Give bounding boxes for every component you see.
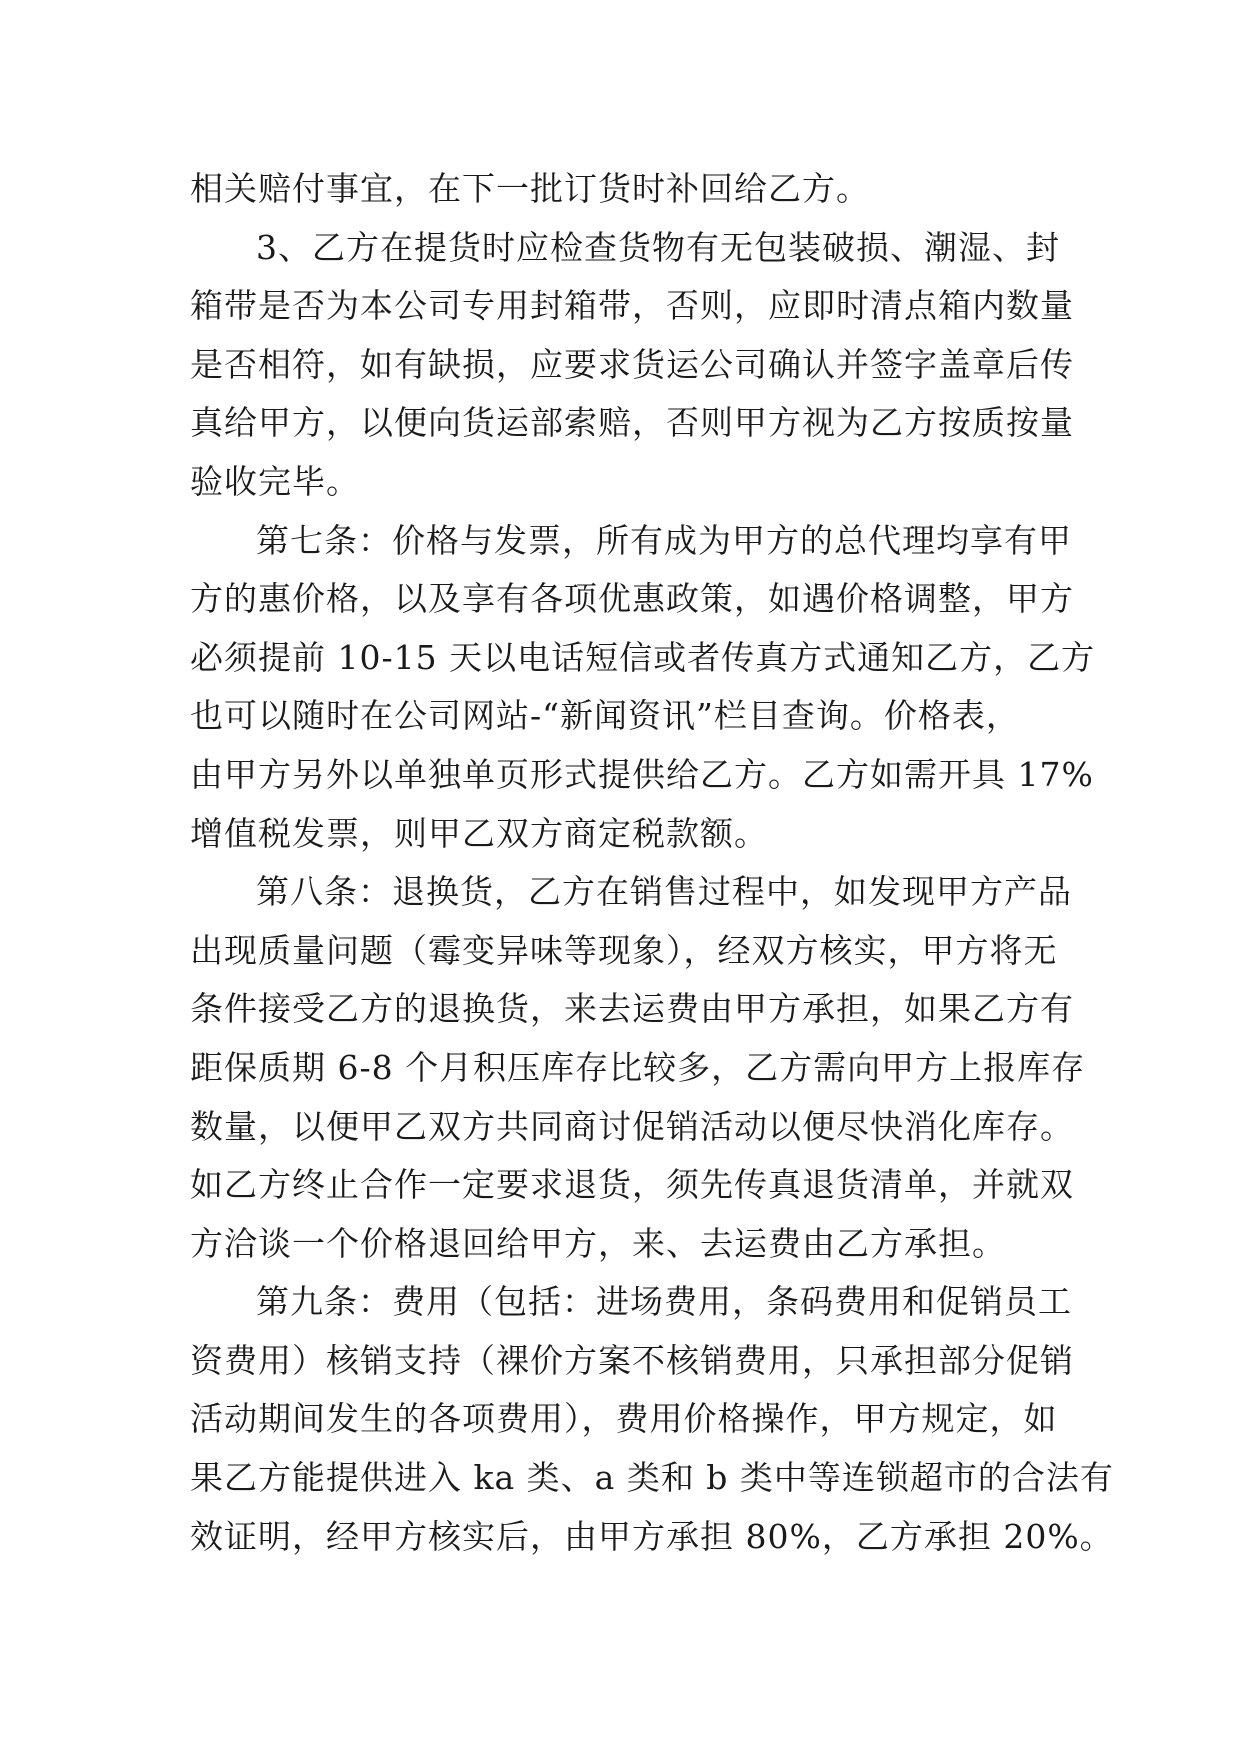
text-line: 如乙方终止合作一定要求退货，须先传真退货清单，并就双 <box>190 1165 1074 1205</box>
article-8-heading-line: 第八条：退换货，乙方在销售过程中，如发现甲方产品 <box>256 872 1072 912</box>
text-line: 真给甲方，以便向货运部索赔，否则甲方视为乙方按质按量 <box>190 403 1074 443</box>
article-7-heading-line: 第七条：价格与发票，所有成为甲方的总代理均享有甲 <box>256 520 1072 560</box>
text-line: 增值税发票，则甲乙双方商定税款额。 <box>190 813 768 853</box>
text-line: 果乙方能提供进入 ka 类、a 类和 b 类中等连锁超市的合法有 <box>190 1458 1114 1498</box>
text-line: 必须提前 10-15 天以电话短信或者传真方式通知乙方，乙方 <box>190 637 1096 677</box>
text-line: 相关赔付事宜，在下一批订货时补回给乙方。 <box>190 169 870 208</box>
text-line: 资费用）核销支持（裸价方案不核销费用，只承担部分促销 <box>190 1340 1074 1380</box>
text-line: 条件接受乙方的退换货，来去运费由甲方承担，如果乙方有 <box>190 989 1074 1029</box>
text-line: 由甲方另外以单独单页形式提供给乙方。乙方如需开具 17% <box>190 754 1094 794</box>
paragraph-first-line: 3、乙方在提货时应检查货物有无包装破损、潮湿、封 <box>256 227 1060 267</box>
text-line: 方洽谈一个价格退回给甲方，来、去运费由乙方承担。 <box>190 1223 1006 1263</box>
text-line: 验收完毕。 <box>190 461 360 501</box>
text-line: 出现质量问题（霉变异味等现象），经双方核实，甲方将无 <box>190 930 1058 970</box>
text-line: 效证明，经甲方核实后，由甲方承担 80%，乙方承担 20%。 <box>190 1516 1114 1556</box>
text-line: 活动期间发生的各项费用），费用价格操作，甲方规定，如 <box>190 1399 1058 1439</box>
text-line: 方的惠价格，以及享有各项优惠政策，如遇价格调整，甲方 <box>190 579 1074 619</box>
contract-text-body <box>190 160 1114 1566</box>
text-line: 数量，以便甲乙双方共同商讨促销活动以便尽快消化库存。 <box>190 1106 1074 1146</box>
text-line: 也可以随时在公司网站-“新闻资讯”栏目查询。价格表， <box>190 696 1020 736</box>
text-line: 箱带是否为本公司专用封箱带，否则，应即时清点箱内数量 <box>190 286 1074 326</box>
text-line: 距保质期 6-8 个月积压库存比较多，乙方需向甲方上报库存 <box>190 1047 1086 1087</box>
text-line: 是否相符，如有缺损，应要求货运公司确认并签字盖章后传 <box>190 344 1074 384</box>
article-9-heading-line: 第九条：费用（包括：进场费用，条码费用和促销员工 <box>256 1282 1072 1322</box>
